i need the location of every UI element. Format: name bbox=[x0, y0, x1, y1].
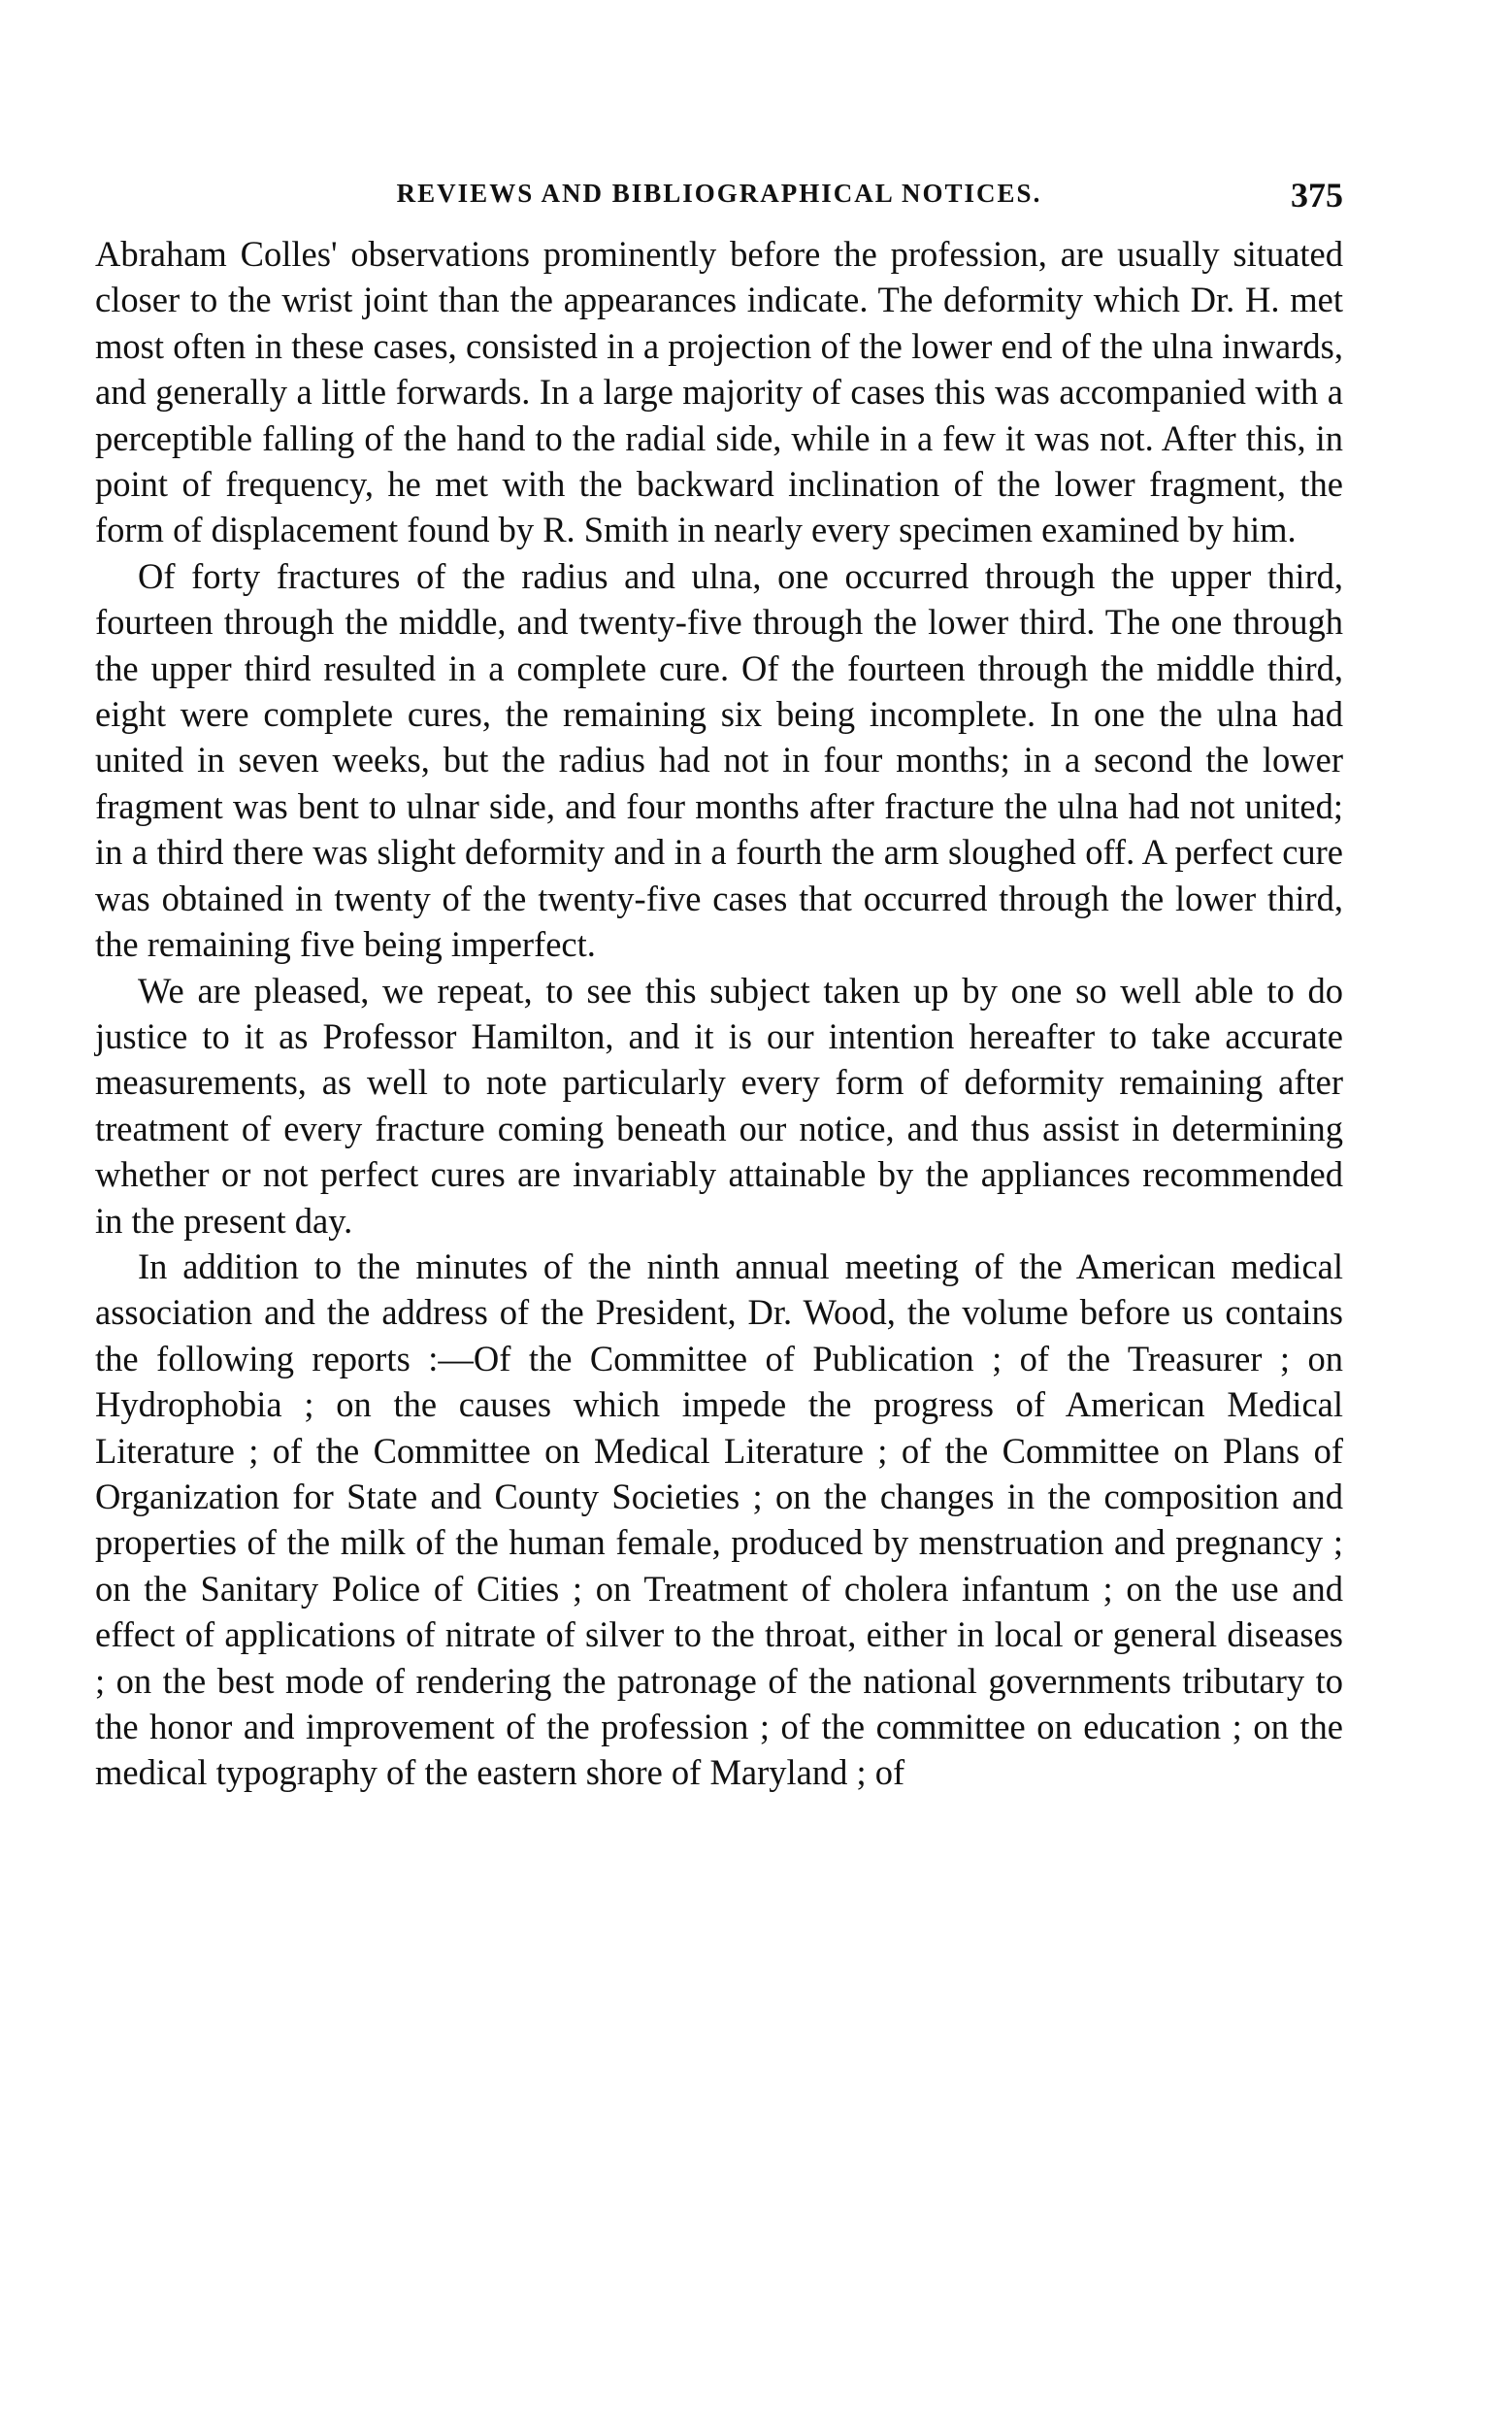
running-title: REVIEWS AND BIBLIOGRAPHICAL NOTICES. bbox=[396, 179, 1042, 208]
paragraph-continued: Abraham Colles' observations prominently before the profession, are usually situated closer to the wrist joint than the appearances indicate. The deformity which Dr. H. met most often in these cases, consisted in a projection of the lower end of the ulna inwards, and generally a little forwards. In a large majority of cases this was accompanied with a perceptible falling of the hand to the radial side, while in a few it was not. After this, in point of frequency, he met with the backward inclination of the lower fragment, the form of displacement found by R. Smith in nearly every specimen examined by him. bbox=[95, 234, 1343, 550]
book-page bbox=[95, 175, 1343, 1796]
body-text bbox=[95, 231, 1343, 1796]
page-number: 375 bbox=[1291, 176, 1343, 215]
paragraph-fractures: Of forty fractures of the radius and ulna, one occurred through the upper third, fourteen through the middle, and twenty-five through the lower third. The one through the upper third resulted in a complete cure. Of the fourteen through the middle third, eight were complete cures, the remaining six being incomplete. In one the ulna had united in seven weeks, but the radius had not in four months; in a second the lower fragment was bent to ulnar side, and four months after fracture the ulna had not united; in a third there was slight deformity and in a fourth the arm sloughed off. A perfect cure was obtained in twenty of the twenty-five cases that occurred through the lower third, the remaining five being imperfect. bbox=[95, 555, 1343, 965]
paragraph-professor-hamilton: We are pleased, we repeat, to see this subject taken up by one so well able to do justice to it as Professor Hamilton, and it is our intention hereafter to take accurate measurements, as well to note particularly every form of deformity remaining after treatment of every fracture coming beneath our notice, and thus assist in determining whether or not perfect cures are invariably attainable by the appliances recommended in the present day. bbox=[95, 970, 1343, 1241]
running-head bbox=[95, 175, 1343, 214]
paragraph-reports: In addition to the minutes of the ninth annual meeting of the American medical association and the address of the President, Dr. Wood, the volume before us contains the following reports :—Of the Committee of Publication ; of the Treasurer ; on Hydrophobia ; on the causes which impede the progress of American Medical Literature ; of the Committee on Medical Literature ; of the Committee on Plans of Organization for State and County Societies ; on the changes in the composition and properties of the milk of the human female, produced by menstruation and pregnancy ; on the Sanitary Police of Cities ; on Treatment of cholera infantum ; on the use and effect of applications of nitrate of silver to the throat, either in local or general diseases ; on the best mode of rendering the patronage of the national governments tributary to the honor and improvement of the profession ; of the committee on education ; on the medical typography of the eastern shore of Maryland ; of bbox=[95, 1245, 1343, 1793]
